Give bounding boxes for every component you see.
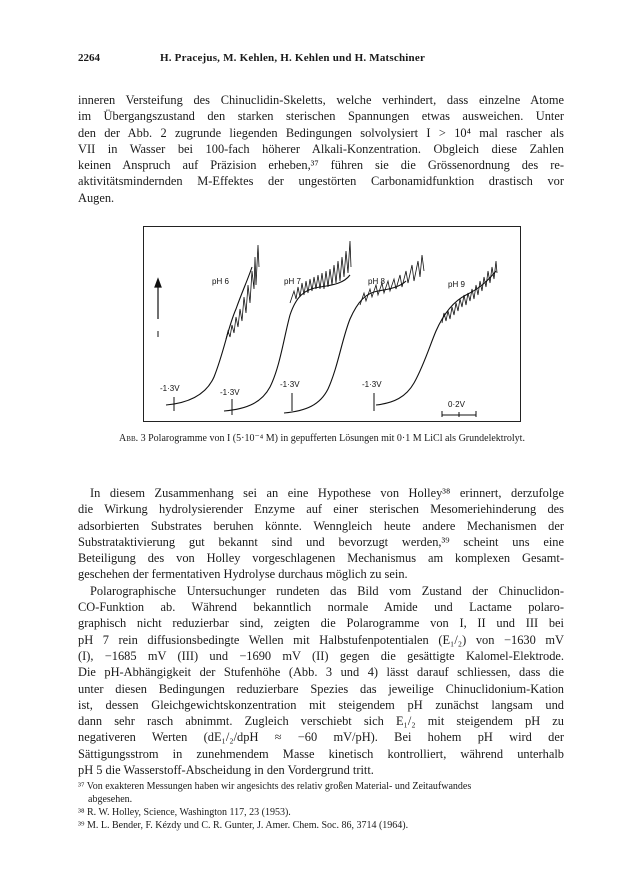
text-line: geschehen der fermentativen Hydrolyse durchaus möglich zu sein. bbox=[78, 567, 408, 582]
text-line: negativeren Werten (dE₁/₂/dpH ≈ −60 mV/pH). Bei hohem pH wird der bbox=[78, 730, 564, 745]
text-line: keinen Anspruch auf Präzision erheben,³⁷ führen sie die Grössenordnung des re- bbox=[78, 158, 564, 173]
oscillation-ph9 bbox=[442, 261, 497, 323]
text-line: CO-Funktion ab. Während bekanntlich normale Amide und Lactame polaro- bbox=[78, 600, 564, 615]
text-line: pH 7 rein diffusionsbedingte Wellen mit Halbstufenpotentialen (E₁/₂) von −1630 mV bbox=[78, 632, 564, 647]
text-line: aktivitätsmindernden M-Effektes der ungestörten Carbonamidfunktion drastisch vor bbox=[78, 174, 564, 189]
text-line: dann sehr rasch abnimmt. Zugleich verschiebt sich E₁/₂ mit steigendem pH zu bbox=[78, 714, 564, 729]
current-arrow bbox=[155, 279, 161, 319]
text-line: ist, dessen Gleichgewichtskonzentration mit steigendem pH zunächst langsam und bbox=[78, 697, 564, 712]
potential-label: -1·3V bbox=[160, 384, 180, 393]
scale-bar bbox=[442, 411, 476, 417]
wave-ph9 bbox=[376, 271, 496, 405]
figure-caption bbox=[112, 432, 532, 445]
running-header-authors: H. Pracejus, M. Kehlen, H. Kehlen und H. Matschiner bbox=[160, 52, 426, 64]
text-line: Beteiligung des von Holley vorgeschlagenen Mechanismus am komplexen Gesamt- bbox=[78, 551, 564, 566]
ph-label: pH 8 bbox=[368, 277, 385, 286]
potential-label: -1·3V bbox=[362, 380, 382, 389]
text-line: inneren Versteifung des Chinuclidin-Skeletts, welche verhindert, dass einzelne Atome bbox=[78, 93, 564, 107]
ph-label: pH 7 bbox=[284, 277, 301, 286]
ph-label: pH 6 bbox=[212, 277, 229, 286]
potential-label: -1·3V bbox=[220, 388, 240, 397]
text-line: In diesem Zusammenhang sei an eine Hypothese von Holley³⁸ erinnert, derzufolge bbox=[90, 486, 564, 500]
text-line: Die pH-Abhängigkeit der Stufenhöhe (Abb. 3 und 4) lässt darauf schliessen, dass die bbox=[78, 665, 564, 680]
oscillation-ph7 bbox=[290, 241, 351, 303]
text-line: Sättigungsstrom in zunehmendem Masse kinetisch kontrolliert, während unterhalb bbox=[78, 746, 564, 761]
wave-ph8 bbox=[284, 281, 406, 413]
text-line: im Übergangszustand den starken sterischen Spannungen etwas ausweichen. Unter bbox=[78, 109, 564, 124]
page-number: 2264 bbox=[78, 52, 100, 64]
text-line: adsorbierten Substrates beruhen könnte. Wenngleich heute andere Mechanismen der bbox=[78, 518, 564, 533]
polarogram-figure bbox=[143, 226, 521, 422]
polarogram-plot bbox=[144, 227, 520, 421]
footnote: ³⁸ R. W. Holley, Science, Washington 117, 23 (1953). bbox=[78, 807, 291, 818]
text-line: Augen. bbox=[78, 190, 115, 205]
caption-text: 3 Polarogramme von I (5·10⁻⁴ M) in gepufferten Lösungen mit 0·1 M LiCl als Grundelektrolyt. bbox=[138, 433, 525, 444]
body-paragraph-2 bbox=[78, 485, 564, 778]
footnotes bbox=[78, 780, 564, 832]
text-line: graphisch nicht reduzierbar sind, zeigten die Polarogramme von I, II und III bei bbox=[78, 616, 564, 631]
body-paragraph-1 bbox=[78, 92, 564, 206]
text-line: Polarographische Untersuchunger rundeten das Bild vom Zustand der Chinuclidon- bbox=[90, 583, 564, 598]
text-line: den der Abb. 2 zugrunde liegenden Bedingungen solvolysiert I > 10⁴ mal rascher als bbox=[78, 125, 564, 140]
text-line: Substrataktivierung gut bekannt sind und bevorzugt werden,³⁹ scheint uns eine bbox=[78, 534, 564, 549]
footnote: ³⁷ Von exakteren Messungen haben wir angesichts des relativ großen Material- und Zeitaufwandes bbox=[78, 781, 472, 792]
footnote: ³⁹ M. L. Bender, F. Kézdy und C. R. Gunter, J. Amer. Chem. Soc. 86, 3714 (1964). bbox=[78, 820, 409, 831]
footnote-continuation: abgesehen. bbox=[88, 794, 133, 805]
text-line: die Wirkung hydrolysierender Enzyme auf einer sterischen Mesomeriehinderung des bbox=[78, 502, 564, 517]
ph-label: pH 9 bbox=[448, 280, 465, 289]
text-line: unter diesen Bedingungen reduzierbare Spezies das jeweilige Chinuclidonium-Kation bbox=[78, 681, 564, 696]
caption-abb: Abb. bbox=[119, 433, 139, 444]
text-line: VII in Wasser bei 100-fach höherer Alkali-Konzentration. Obgleich diese Zahlen bbox=[78, 141, 564, 156]
text-line: (I), −1685 mV (III) und −1690 mV (II) gegen die gesättigte Kalomel-Elektrode. bbox=[78, 648, 564, 663]
wave-ph7 bbox=[224, 275, 350, 411]
scale-label: 0·2V bbox=[448, 400, 465, 409]
text-line: pH 5 die Wasserstoff-Abscheidung in den Vordergrund tritt. bbox=[78, 763, 374, 778]
potential-marker bbox=[174, 393, 374, 415]
potential-label: -1·3V bbox=[280, 380, 300, 389]
